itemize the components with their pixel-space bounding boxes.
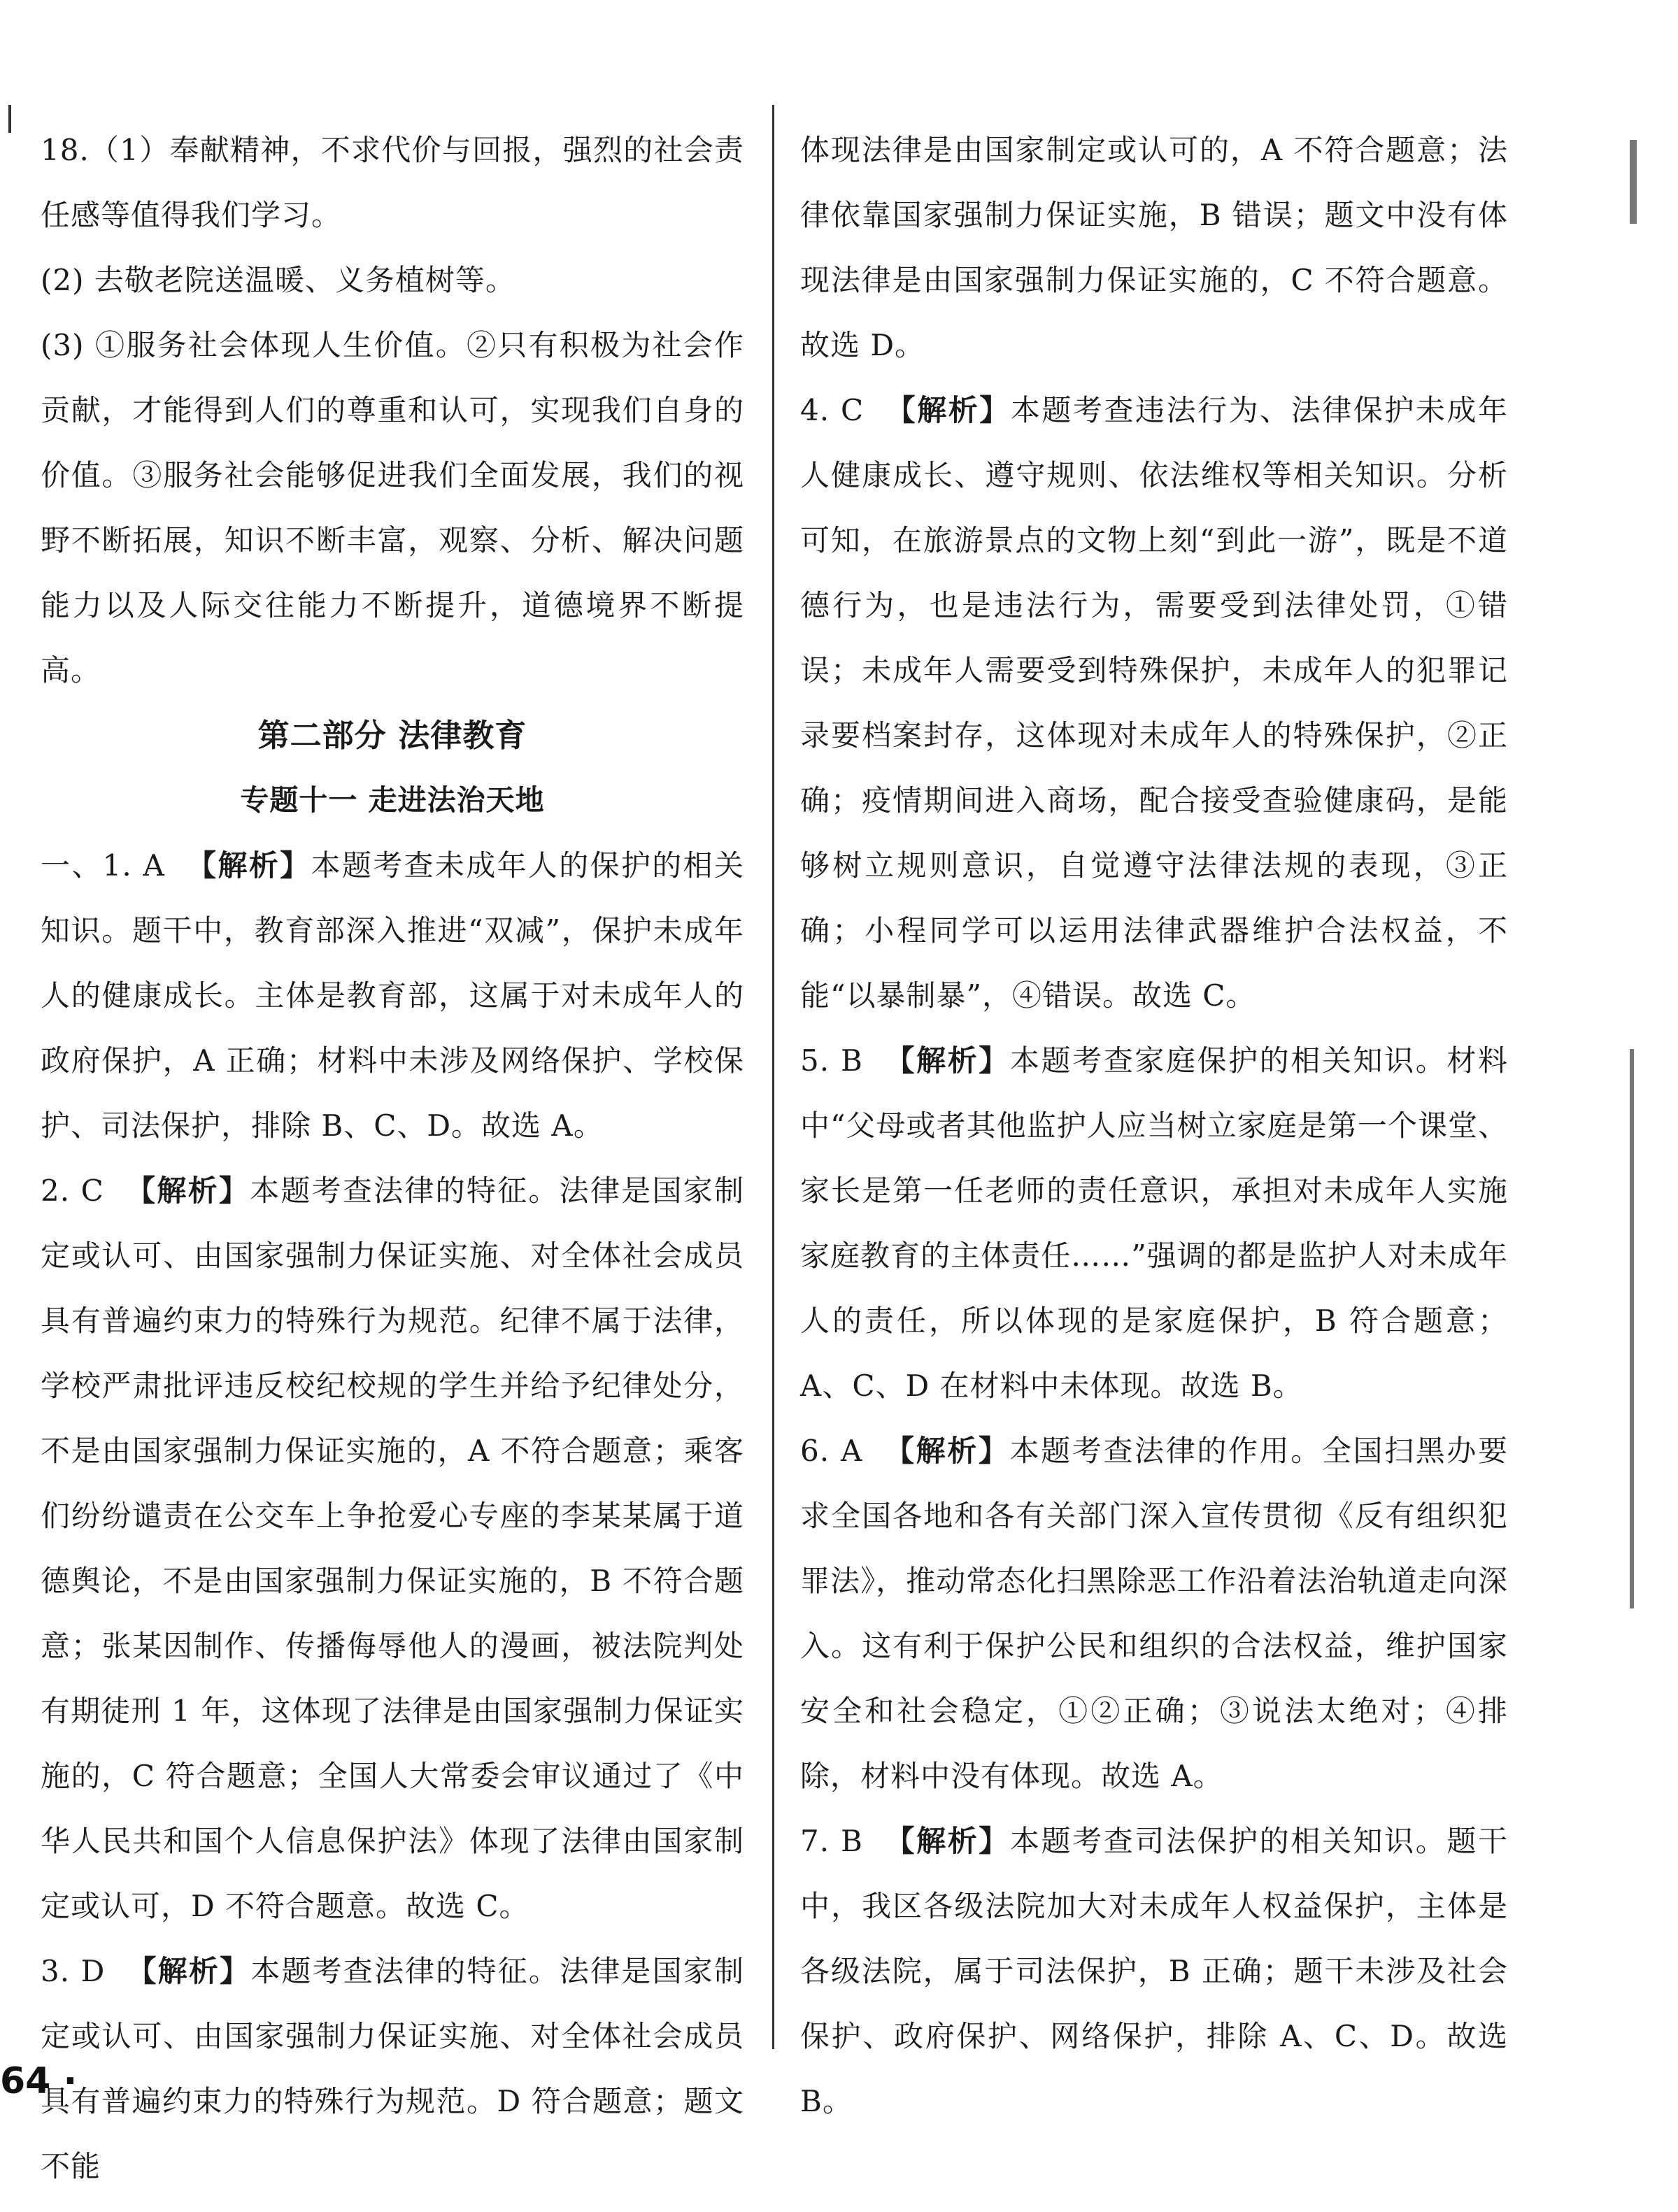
analysis-tag: 【解析】	[883, 1434, 1010, 1468]
answer-5	[800, 1028, 1508, 1418]
answer-3	[41, 1939, 744, 2199]
answer-7	[800, 1808, 1508, 2134]
answer-2	[41, 1158, 744, 1939]
scan-edge-mark	[1630, 140, 1637, 224]
answer-number: 一、1. A	[41, 848, 165, 883]
paragraph-18-3: (3) ①服务社会体现人生价值。②只有积极为社会作贡献，才能得到人们的尊重和认可，实现我们自身的价值。③服务社会能够促进我们全面发展，我们的视野不断拓展，知识不断丰富，观察、分析、解决问题能力以及人际交往能力不断提升，道德境界不断提高。	[41, 328, 744, 687]
left-margin-rule	[8, 105, 11, 133]
answer-1	[41, 833, 744, 1158]
right-column	[800, 117, 1508, 2134]
answer-3-continued: 体现法律是由国家制定或认可的，A 不符合题意；法律依靠国家强制力保证实施，B 错误；题文中没有体现法律是由国家强制力保证实施的，C 不符合题意。故选 D。	[800, 133, 1508, 362]
column-divider	[772, 105, 774, 2049]
analysis-tag: 【解析】	[883, 1043, 1010, 1078]
answer-number: 4. C	[800, 393, 865, 427]
left-column	[41, 117, 744, 2199]
paragraph-18-2: (2) 去敬老院送温暖、义务植树等。	[41, 263, 516, 297]
part-title: 第二部分 法律教育	[257, 717, 527, 754]
analysis-tag: 【解析】	[125, 1173, 250, 1208]
answer-text: 本题考查法律的作用。全国扫黑办要求全国各地和各有关部门深入宣传贯彻《反有组织犯罪法》，推动常态化扫黑除恶工作沿着法治轨道走向深入。这有利于保护公民和组织的合法权益，维护国家安全和社会稳定，①②正确；③说法太绝对；④排除，材料中没有体现。故选 A。	[800, 1434, 1508, 1793]
answer-6	[800, 1418, 1508, 1808]
scan-edge-mark	[1630, 1049, 1634, 1608]
topic-title: 专题十一 走进法治天地	[240, 783, 545, 817]
analysis-tag: 【解析】	[885, 393, 1011, 427]
answer-number: 2. C	[41, 1173, 104, 1208]
analysis-tag: 【解析】	[185, 848, 311, 883]
answer-text: 本题考查法律的特征。法律是国家制定或认可、由国家强制力保证实施、对全体社会成员具有普遍约束力的特殊行为规范。纪律不属于法律，学校严肃批评违反校纪校规的学生并给予纪律处分，不是由国家强制力保证实施的，A 不符合题意；乘客们纷纷谴责在公交车上争抢爱心专座的李某某属于道德舆论，不是由国家强制力保证实施的，B 不符合题意；张某因制作、传播侮辱他人的漫画，被法院判处有期徒刑 1 年，这体现了法律是由国家强制力保证实施的，C 符合题意；全国人大常委会审议通过了《中华人民共和国个人信息保护法》体现了法律由国家制定或认可，D 不符合题意。故选 C。	[41, 1173, 744, 1923]
paragraph-18-1: 18.（1）奉献精神，不求代价与回报，强烈的社会责任感等值得我们学习。	[41, 133, 744, 232]
answer-4	[800, 378, 1508, 1028]
page-number: 64 ·	[0, 2060, 78, 2102]
analysis-tag: 【解析】	[883, 1824, 1010, 1858]
answer-number: 6. A	[800, 1434, 863, 1468]
answer-text: 本题考查未成年人的保护的相关知识。题干中，教育部深入推进“双减”，保护未成年人的健康成长。主体是教育部，这属于对未成年人的政府保护，A 正确；材料中未涉及网络保护、学校保护、司法保护，排除 B、C、D。故选 A。	[41, 848, 744, 1143]
analysis-tag: 【解析】	[126, 1954, 251, 1988]
answer-text: 本题考查违法行为、法律保护未成年人健康成长、遵守规则、依法维权等相关知识。分析可知，在旅游景点的文物上刻“到此一游”，既是不道德行为，也是违法行为，需要受到法律处罚，①错误；未成年人需要受到特殊保护，未成年人的犯罪记录要档案封存，这体现对未成年人的特殊保护，②正确；疫情期间进入商场，配合接受查验健康码，是能够树立规则意识，自觉遵守法律法规的表现，③正确；小程同学可以运用法律武器维护合法权益，不能“以暴制暴”，④错误。故选 C。	[800, 393, 1508, 1013]
answer-number: 5. B	[800, 1043, 863, 1078]
answer-text: 本题考查司法保护的相关知识。题干中，我区各级法院加大对未成年人权益保护，主体是各级法院，属于司法保护，B 正确；题干未涉及社会保护、政府保护、网络保护，排除 A、C、D。故选 B。	[800, 1824, 1508, 2118]
answer-number: 3. D	[41, 1954, 106, 1988]
answer-text: 本题考查家庭保护的相关知识。材料中“父母或者其他监护人应当树立家庭是第一个课堂、家长是第一任老师的责任意识，承担对未成年人实施家庭教育的主体责任……”强调的都是监护人对未成年人的责任，所以体现的是家庭保护，B 符合题意；A、C、D 在材料中未体现。故选 B。	[800, 1043, 1508, 1403]
answer-text: 本题考查法律的特征。法律是国家制定或认可、由国家强制力保证实施、对全体社会成员具有普遍约束力的特殊行为规范。D 符合题意；题文不能	[41, 1954, 744, 2183]
answer-number: 7. B	[800, 1824, 863, 1858]
